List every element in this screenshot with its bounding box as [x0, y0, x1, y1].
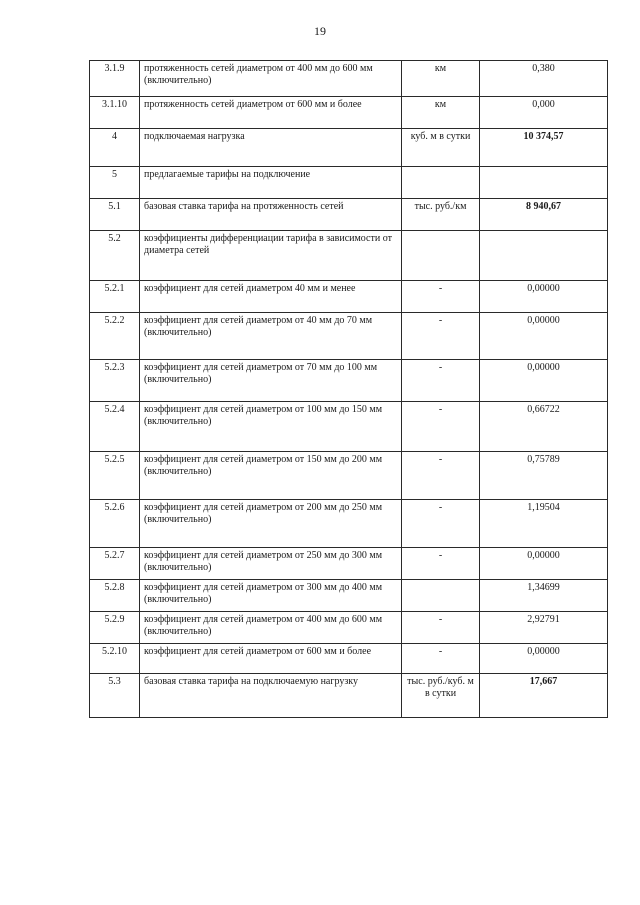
row-description: коэффициент для сетей диаметром от 40 мм до 70 мм (включительно)	[140, 313, 402, 360]
row-number: 3.1.9	[90, 61, 140, 97]
row-unit: -	[402, 402, 480, 452]
row-value: 0,00000	[480, 313, 608, 360]
row-number: 5.2.5	[90, 452, 140, 500]
row-unit: -	[402, 548, 480, 580]
page-number: 19	[314, 24, 326, 38]
row-description: коэффициент для сетей диаметром от 70 мм до 100 мм (включительно)	[140, 360, 402, 402]
row-number: 5.2.7	[90, 548, 140, 580]
row-value: 8 940,67	[480, 199, 608, 231]
tariff-table	[89, 60, 608, 718]
row-value: 0,00000	[480, 644, 608, 674]
row-number: 5.2.1	[90, 281, 140, 313]
row-unit: куб. м в сутки	[402, 129, 480, 167]
row-number: 5.2.9	[90, 612, 140, 644]
table-row	[90, 313, 608, 360]
row-unit: тыс. руб./км	[402, 199, 480, 231]
row-value: 0,75789	[480, 452, 608, 500]
row-description: подключаемая нагрузка	[140, 129, 402, 167]
row-description: протяженность сетей диаметром от 600 мм и более	[140, 97, 402, 129]
row-value	[480, 231, 608, 281]
row-value: 0,66722	[480, 402, 608, 452]
row-description: базовая ставка тарифа на протяженность сетей	[140, 199, 402, 231]
row-unit: -	[402, 612, 480, 644]
row-value: 2,92791	[480, 612, 608, 644]
table-row	[90, 97, 608, 129]
table-row	[90, 402, 608, 452]
row-number: 5.3	[90, 674, 140, 718]
row-number: 5.2.3	[90, 360, 140, 402]
row-description: протяженность сетей диаметром от 400 мм до 600 мм (включительно)	[140, 61, 402, 97]
row-value: 17,667	[480, 674, 608, 718]
table-row	[90, 612, 608, 644]
row-description: коэффициент для сетей диаметром от 150 мм до 200 мм (включительно)	[140, 452, 402, 500]
table-row	[90, 644, 608, 674]
row-unit: км	[402, 61, 480, 97]
row-unit: -	[402, 500, 480, 548]
row-description: коэффициент для сетей диаметром от 250 мм до 300 мм (включительно)	[140, 548, 402, 580]
row-unit: тыс. руб./куб. м в сутки	[402, 674, 480, 718]
table-row	[90, 548, 608, 580]
row-description: коэффициенты дифференциации тарифа в зависимости от диаметра сетей	[140, 231, 402, 281]
row-number: 5.2	[90, 231, 140, 281]
row-unit: -	[402, 281, 480, 313]
row-unit: -	[402, 452, 480, 500]
table-row	[90, 281, 608, 313]
row-number: 5.2.8	[90, 580, 140, 612]
row-value: 0,000	[480, 97, 608, 129]
table-row	[90, 360, 608, 402]
row-unit: -	[402, 360, 480, 402]
row-value: 0,00000	[480, 281, 608, 313]
row-value: 10 374,57	[480, 129, 608, 167]
row-value	[480, 167, 608, 199]
table-row	[90, 674, 608, 718]
row-unit	[402, 231, 480, 281]
table-row	[90, 500, 608, 548]
row-value: 1,34699	[480, 580, 608, 612]
table-row	[90, 199, 608, 231]
row-unit: км	[402, 97, 480, 129]
row-unit	[402, 167, 480, 199]
row-value: 0,00000	[480, 548, 608, 580]
row-description: коэффициент для сетей диаметром от 200 мм до 250 мм (включительно)	[140, 500, 402, 548]
row-number: 5.2.4	[90, 402, 140, 452]
row-value: 0,380	[480, 61, 608, 97]
row-number: 5.2.6	[90, 500, 140, 548]
row-description: коэффициент для сетей диаметром от 400 мм до 600 мм (включительно)	[140, 612, 402, 644]
row-description: базовая ставка тарифа на подключаемую нагрузку	[140, 674, 402, 718]
row-description: предлагаемые тарифы на подключение	[140, 167, 402, 199]
row-number: 5.1	[90, 199, 140, 231]
row-unit	[402, 580, 480, 612]
table-row	[90, 61, 608, 97]
row-number: 5.2.10	[90, 644, 140, 674]
row-description: коэффициент для сетей диаметром от 100 мм до 150 мм (включительно)	[140, 402, 402, 452]
table-row	[90, 167, 608, 199]
row-description: коэффициент для сетей диаметром от 600 мм и более	[140, 644, 402, 674]
row-unit: -	[402, 313, 480, 360]
row-value: 0,00000	[480, 360, 608, 402]
row-description: коэффициент для сетей диаметром 40 мм и менее	[140, 281, 402, 313]
row-number: 4	[90, 129, 140, 167]
table-row	[90, 129, 608, 167]
row-unit: -	[402, 644, 480, 674]
row-number: 5	[90, 167, 140, 199]
row-description: коэффициент для сетей диаметром от 300 мм до 400 мм (включительно)	[140, 580, 402, 612]
table-row	[90, 452, 608, 500]
row-number: 5.2.2	[90, 313, 140, 360]
table-row	[90, 580, 608, 612]
row-number: 3.1.10	[90, 97, 140, 129]
row-value: 1,19504	[480, 500, 608, 548]
table-row	[90, 231, 608, 281]
